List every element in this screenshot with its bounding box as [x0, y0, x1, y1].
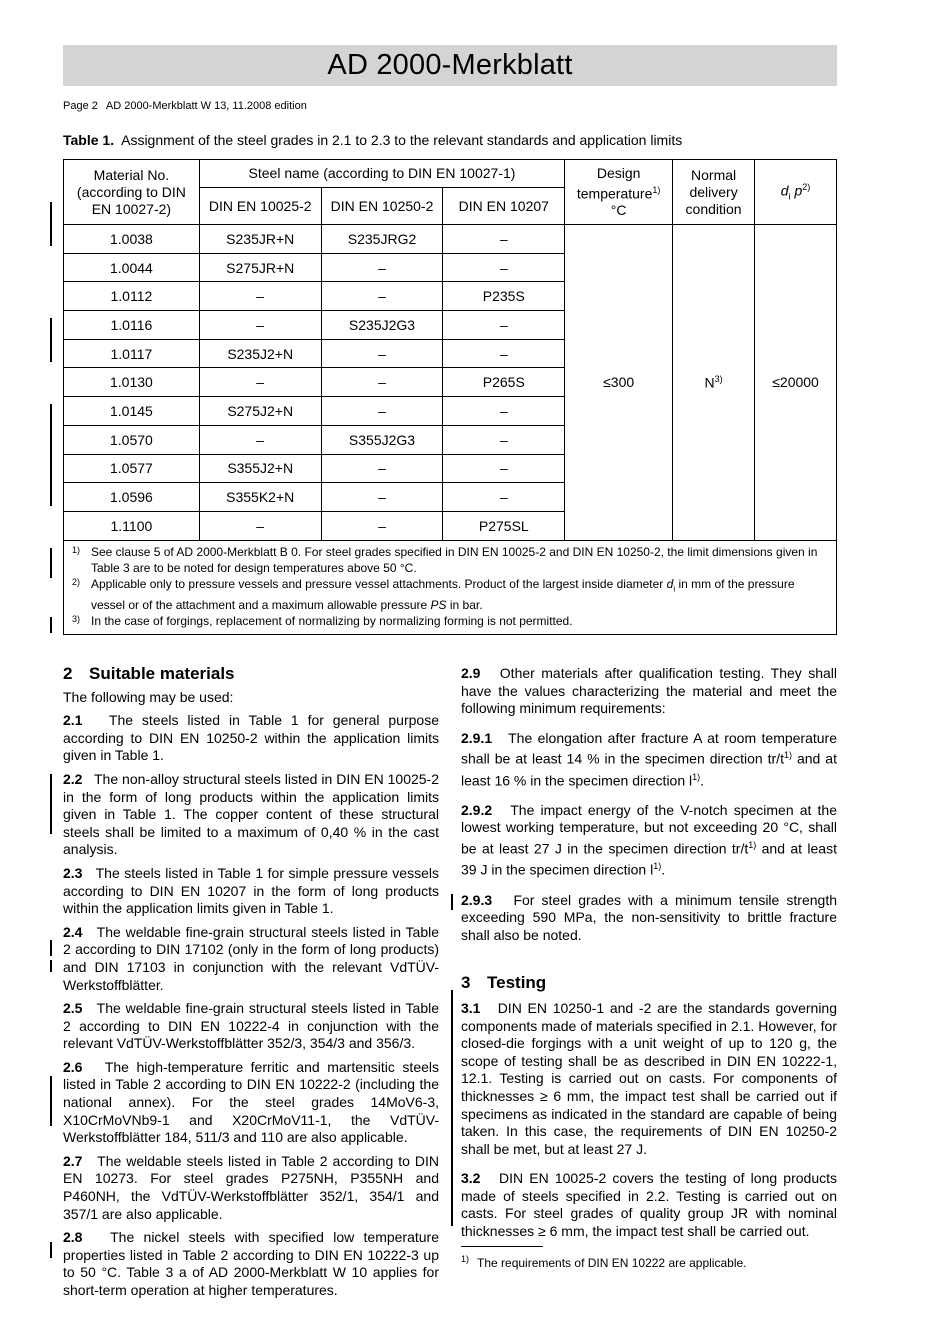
clause-2-7-number: 2.7 [63, 1152, 83, 1169]
clause-2-9-1-text-a: The elongation after fracture A at room temperature shall be at least 14 % in the specimen direction tr/t [461, 729, 837, 768]
cell-std1: – [199, 425, 321, 454]
clause-2-8-number: 2.8 [63, 1229, 83, 1246]
table-note-3-text: In the case of forgings, replacement of normalizing by normalizing forming is not permitted. [91, 613, 573, 628]
cell-std3: – [443, 225, 565, 254]
clause-2-9-2-number: 2.9.2 [461, 801, 493, 818]
cell-std2: – [321, 454, 443, 483]
clause-2-9-1-text-b: and at least 16 % in the specimen direction l [461, 751, 837, 789]
footnote [461, 1254, 747, 1270]
change-bar [50, 202, 52, 246]
footnote-rule [461, 1246, 543, 1247]
cell-std3: – [443, 339, 565, 368]
clause-3-1 [461, 1000, 837, 1158]
clause-2-9-3 [461, 892, 837, 945]
cell-delivery-note: 3) [714, 373, 723, 384]
change-bar [50, 774, 52, 834]
header-standard-2: DIN EN 10250-2 [321, 188, 443, 225]
clause-2-9-text: Other materials after qualification testing. They shall have the values characterizing the material and meet the following minimum requirements: [461, 665, 837, 717]
header-di-p [755, 160, 837, 225]
table-body [64, 225, 837, 635]
clause-2-9-1-text-c: . [700, 772, 705, 789]
header-p-symbol: p [790, 182, 803, 199]
cell-std3: – [443, 454, 565, 483]
header-standard-1: DIN EN 10025-2 [199, 188, 321, 225]
table-note-3-mark: 3) [72, 613, 81, 624]
clause-2-9-3-number: 2.9.3 [461, 891, 493, 908]
clause-3-2-text: DIN EN 10025-2 covers the testing of long products made of steels specified in 2.2. Testing is carried out on casts. For steel grades of quality group JR with nominal thicknesses ≥ 6 mm, the impact test shall be carried out. [461, 1170, 838, 1240]
change-bar [50, 1242, 52, 1258]
clause-3-1-text: DIN EN 10250-1 and -2 are the standards governing components made of materials specified in 2.1. However, for closed-die forgings with a unit weight of up to 120 g, the scope of testing shall be as described in DIN EN 10222-1, 12.1. Testing is carried out on casts. For components of thicknesses ≥ 6 mm, the impact test shall be carried out if specimens as indicated in the standard are capable of being taken. In this case, the requirements of DIN EN 10250-2 shall be met, but at least 27 J. [461, 999, 838, 1157]
footnote-mark: 1) [461, 1254, 470, 1264]
clause-2-6 [63, 1059, 439, 1147]
cell-material-no: 1.0117 [64, 339, 200, 368]
clause-2-1-text: The steels listed in Table 1 for general purpose according to DIN EN 10250-2 within the application limits given in Table 1. [63, 712, 439, 764]
header-p-note: 2) [802, 181, 811, 192]
clause-2-2-number: 2.2 [63, 770, 83, 787]
section-2-intro: The following may be used: [63, 688, 234, 705]
clause-2-9 [461, 665, 837, 718]
clause-2-9-2-text-c: . [661, 861, 666, 878]
cell-material-no: 1.0038 [64, 225, 200, 254]
section-2-heading [63, 665, 439, 683]
change-bar [50, 404, 52, 506]
change-bar [50, 1076, 52, 1126]
clause-2-1 [63, 712, 439, 765]
clause-2-3-text: The steels listed in Table 1 for simple pressure vessels according to DIN EN 10207 in the form of long products within the application limits given in Table 1. [63, 864, 439, 917]
clause-2-2-text: The non-alloy structural steels listed in DIN EN 10025-2 in the form of long products within the application limits given in Table 1. The copper content of these structural steels shall be limited to a maximum of 0,40 % in the cast analysis. [63, 770, 439, 858]
section-3-heading [461, 974, 837, 992]
footnote-text: The requirements of DIN EN 10222 are applicable. [477, 1256, 747, 1270]
cell-std1: – [199, 368, 321, 397]
table-note-2 [72, 576, 828, 613]
cell-material-no: 1.0577 [64, 454, 200, 483]
clause-2-8-text: The nickel steels with specified low temperature properties listed in Table 2 according to DIN EN 10222-3 up to 50 °C. Table 3 a of AD 2000-Merkblatt W 10 applies for short-term operation at higher temperatures. [63, 1229, 440, 1298]
clause-2-6-number: 2.6 [63, 1058, 83, 1075]
change-bar [50, 548, 52, 578]
cell-std3: – [443, 253, 565, 282]
table-caption [63, 132, 682, 148]
clause-2-9-1-note-b: 1) [692, 771, 701, 782]
table-row [64, 225, 837, 254]
header-di-symbol: d [780, 182, 789, 199]
clause-2-9-2-text-a: The impact energy of the V-notch specimen at the lowest working temperature, but not exceeding 20 °C, shall be at least 27 J in the specimen direction tr/t [461, 801, 837, 857]
document-reference: AD 2000-Merkblatt W 13, 11.2008 edition [105, 100, 307, 112]
cell-std1: S355J2+N [199, 454, 321, 483]
header-design-temperature [565, 160, 673, 225]
table-notes [64, 540, 837, 634]
cell-std2: – [321, 511, 443, 540]
cell-design-temperature: ≤300 [565, 225, 673, 541]
table-note-2-text-a: Applicable only to pressure vessels and pressure vessel attachments. Product of the largest inside diameter [91, 576, 667, 591]
change-bar [451, 990, 453, 1226]
cell-std3: P275SL [443, 511, 565, 540]
clause-2-9-3-text: For steel grades with a minimum tensile strength exceeding 590 MPa, the non-sensitivity to brittle fracture shall also be noted. [461, 891, 838, 943]
cell-std3: – [443, 483, 565, 512]
clause-2-3 [63, 865, 439, 918]
clause-2-9-1-note-a: 1) [783, 750, 792, 761]
page-number: Page 2 [63, 100, 98, 112]
cell-material-no: 1.0570 [64, 425, 200, 454]
cell-delivery-condition [673, 225, 755, 541]
header-design-temperature-label: Design temperature [576, 164, 653, 202]
cell-std3: P235S [443, 282, 565, 311]
cell-std2: – [321, 282, 443, 311]
cell-std2: S235JRG2 [321, 225, 443, 254]
steel-grades-table [63, 159, 837, 635]
clause-3-1-number: 3.1 [461, 999, 481, 1016]
table-caption-text: Assignment of the steel grades in 2.1 to 2.3 to the relevant standards and application limits [121, 132, 683, 148]
table-note-2-text-c: in bar. [446, 597, 483, 612]
left-column [63, 665, 439, 1306]
header-design-temperature-unit: °C [610, 202, 627, 219]
clause-2-7-text: The weldable steels listed in Table 2 according to DIN EN 10273. For steel grades P275NH, P355NH and P460NH, the VdTÜV-Werkstoffblätter 352/1, 354/1 and 357/1 are also applicable. [63, 1152, 439, 1222]
clause-2-9-1-number: 2.9.1 [461, 729, 493, 746]
table-note-2-di-sub: i [673, 583, 676, 593]
cell-material-no: 1.0044 [64, 253, 200, 282]
cell-std2: – [321, 397, 443, 426]
clause-2-3-number: 2.3 [63, 864, 83, 881]
clause-2-4-number: 2.4 [63, 923, 83, 940]
header-design-temperature-note: 1) [652, 184, 661, 195]
document-header [63, 45, 837, 86]
clause-2-5-text: The weldable fine-grain structural steels listed in Table 2 according to DIN EN 10222-4 in conjunction with the relevant VdTÜV-Werkstoffblätter 352/3, 354/3 and 356/3. [63, 1000, 440, 1052]
header-di-subscript: i [788, 191, 791, 202]
clause-2-5 [63, 1000, 439, 1053]
clause-2-9-2-note-b: 1) [653, 861, 662, 872]
cell-std1: – [199, 311, 321, 340]
clause-2-7 [63, 1153, 439, 1223]
clause-2-4-text: The weldable fine-grain structural steels listed in Table 2 according to DIN 17102 (only in the form of long products) and DIN 17103 in conjunction with the relevant VdTÜV-Werkstoffblätter. [63, 923, 440, 993]
cell-std2: – [321, 339, 443, 368]
cell-std3: – [443, 311, 565, 340]
header-material-no-label: Material No. [93, 166, 170, 183]
table-note-2-ps: PS [430, 597, 447, 612]
table-note-1-mark: 1) [72, 544, 81, 555]
cell-std2: – [321, 483, 443, 512]
cell-std1: – [199, 282, 321, 311]
cell-delivery-value: N [704, 374, 715, 391]
header-material-no [64, 160, 200, 225]
clause-2-9-2-text-b: and at least 39 J in the specimen direction l [461, 840, 837, 878]
cell-std3: – [443, 425, 565, 454]
clause-2-9-2-note-a: 1) [748, 840, 757, 851]
cell-std1: – [199, 511, 321, 540]
header-steel-name: Steel name (according to DIN EN 10027-1) [199, 160, 564, 188]
cell-material-no: 1.0116 [64, 311, 200, 340]
clause-2-9-1 [461, 730, 837, 790]
clause-2-4 [63, 924, 439, 994]
cell-std2: S235J2G3 [321, 311, 443, 340]
cell-material-no: 1.0145 [64, 397, 200, 426]
clause-2-9-number: 2.9 [461, 665, 481, 681]
clause-2-5-number: 2.5 [63, 1000, 83, 1017]
change-bar [451, 894, 453, 910]
clause-2-8 [63, 1229, 439, 1299]
cell-std1: S275J2+N [199, 397, 321, 426]
cell-std2: S355J2G3 [321, 425, 443, 454]
header-standard-3: DIN EN 10207 [443, 188, 565, 225]
table-caption-label: Table 1. [63, 132, 115, 148]
document-title: AD 2000-Merkblatt [327, 49, 573, 81]
cell-std3: – [443, 397, 565, 426]
table-note-2-di: d [666, 576, 674, 591]
cell-material-no: 1.0130 [64, 368, 200, 397]
clause-2-1-number: 2.1 [63, 712, 83, 729]
header-material-no-sub: (according to DIN EN 10027-2) [76, 183, 186, 217]
section-2-number: 2 [63, 664, 73, 683]
cell-material-no: 1.1100 [64, 511, 200, 540]
table-note-1-text: See clause 5 of AD 2000-Merkblatt B 0. For steel grades specified in DIN EN 10025-2 and DIN EN 10250-2, the limit dimensions given in Table 3 are to be noted for design temperatures above 50 °C. [91, 544, 818, 575]
cell-std1: S235JR+N [199, 225, 321, 254]
clause-2-6-text: The high-temperature ferritic and martensitic steels listed in Table 2 according to DIN EN 10222-2 (including the national annex). For the steel grades 14MoV6-3, X10CrMoVNb9-1 and X20CrMoV11-1, the VdTÜV-Werkstoffblätter 184, 511/3 and 110 are also applicable. [63, 1058, 439, 1146]
cell-material-no: 1.0112 [64, 282, 200, 311]
cell-material-no: 1.0596 [64, 483, 200, 512]
cell-std3: P265S [443, 368, 565, 397]
change-bar [50, 617, 52, 633]
section-3-number: 3 [461, 973, 471, 993]
cell-di-p: ≤20000 [755, 225, 837, 541]
cell-std1: S235J2+N [199, 339, 321, 368]
clause-2-9-2 [461, 802, 837, 880]
clause-2-2 [63, 771, 439, 859]
header-delivery-condition: Normal delivery condition [673, 160, 755, 225]
right-column [461, 665, 837, 1247]
cell-std1: S275JR+N [199, 253, 321, 282]
cell-std2: – [321, 253, 443, 282]
clause-3-2-number: 3.2 [461, 1170, 481, 1187]
table-note-2-text-b: in mm of the pressure vessel or of the attachment and a maximum allowable pressure [91, 576, 795, 612]
section-2-title: Suitable materials [89, 664, 235, 683]
change-bar [50, 940, 52, 956]
cell-std1: S355K2+N [199, 483, 321, 512]
change-bar [50, 960, 52, 972]
table-note-2-mark: 2) [72, 576, 81, 587]
table-note-1 [72, 544, 828, 576]
clause-3-2 [461, 1170, 837, 1240]
change-bar [50, 318, 52, 362]
section-3-title: Testing [487, 973, 547, 993]
cell-std2: – [321, 368, 443, 397]
table-note-3 [72, 613, 828, 629]
page-info [63, 100, 307, 112]
